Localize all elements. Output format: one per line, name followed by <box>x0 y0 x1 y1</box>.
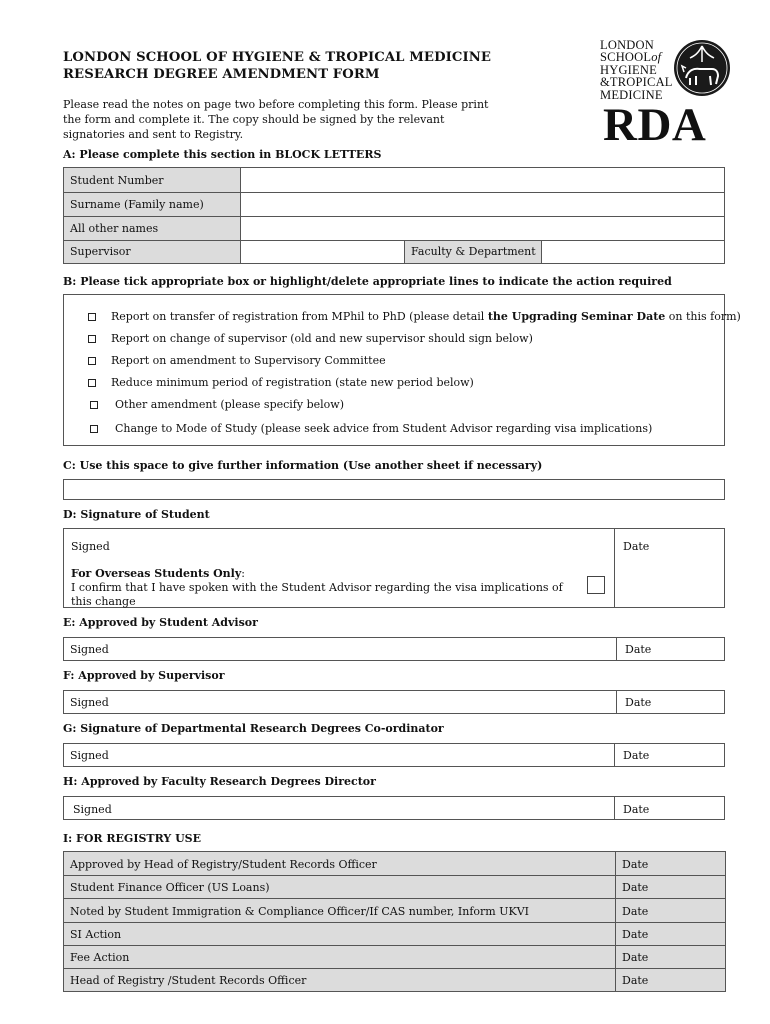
advisor-signed-label: Signed <box>70 643 109 656</box>
section-a-table <box>63 167 725 264</box>
supervisor-signed-label: Signed <box>70 696 109 709</box>
school-logo-text: LONDON SCHOOLof HYGIENE &TROPICAL MEDICINE <box>600 38 673 102</box>
section-h-box <box>63 796 725 820</box>
checkbox-supervisory-committee[interactable] <box>88 357 96 365</box>
student-number-field[interactable] <box>241 168 724 192</box>
registry-row-label: SI Action <box>70 928 122 941</box>
supervisor-field[interactable] <box>241 240 404 263</box>
faculty-field[interactable] <box>542 240 724 263</box>
section-d-box <box>63 528 725 608</box>
section-f-heading: F: Approved by Supervisor <box>63 669 225 682</box>
option-transfer: Report on transfer of registration from MPhil to PhD (please detail the Upgrading Seminar Date on this form) <box>111 310 741 323</box>
form-code: RDA <box>603 99 707 151</box>
registry-row-date: Date <box>622 905 649 918</box>
registry-row-label: Head of Registry /Student Records Officer <box>70 974 307 987</box>
other-names-field[interactable] <box>241 216 724 240</box>
checkbox-other-amendment[interactable] <box>90 401 98 409</box>
surname-field[interactable] <box>241 192 724 216</box>
checkbox-mode-of-study[interactable] <box>90 425 98 433</box>
title-line-2: RESEARCH DEGREE AMENDMENT FORM <box>63 67 380 82</box>
option-other-amendment: Other amendment (please specify below) <box>115 398 344 411</box>
supervisor-date-label: Date <box>625 696 652 709</box>
overseas-checkbox[interactable] <box>587 576 605 594</box>
registry-row-date: Date <box>622 881 649 894</box>
section-e-heading: E: Approved by Student Advisor <box>63 616 258 629</box>
section-g-heading: G: Signature of Departmental Research Degrees Co-ordinator <box>63 722 444 735</box>
section-a-heading: A: Please complete this section in BLOCK LETTERS <box>63 148 382 161</box>
registry-row-label: Noted by Student Immigration & Compliance Officer/If CAS number, Inform UKVI <box>70 905 530 918</box>
section-g-box <box>63 743 725 767</box>
section-b-heading: B: Please tick appropriate box or highlight/delete appropriate lines to indicate the action required <box>63 275 672 288</box>
advisor-date-label: Date <box>625 643 652 656</box>
registry-row-label: Fee Action <box>70 951 130 964</box>
coordinator-date-label: Date <box>623 749 650 762</box>
section-e-box <box>63 637 725 661</box>
director-date-label: Date <box>623 803 650 816</box>
option-supervisory-committee: Report on amendment to Supervisory Committee <box>111 354 386 367</box>
section-f-box <box>63 690 725 714</box>
coordinator-signed-label: Signed <box>70 749 109 762</box>
section-i-heading: I: FOR REGISTRY USE <box>63 832 201 845</box>
supervisor-label: Supervisor <box>64 240 240 263</box>
overseas-heading: For Overseas Students Only: <box>71 567 245 580</box>
registry-row-date: Date <box>622 951 649 964</box>
registry-row-date: Date <box>622 858 649 871</box>
checkbox-change-supervisor[interactable] <box>88 335 96 343</box>
intro-text: Please read the notes on page two before completing this form. Please print the form and complete it. The copy should be signed by the relevant signatories and sent to Registry. <box>63 98 489 141</box>
student-signed-label: Signed <box>71 540 110 553</box>
registry-row-date: Date <box>622 928 649 941</box>
checkbox-reduce-period[interactable] <box>88 379 96 387</box>
student-number-label: Student Number <box>64 168 240 192</box>
title-line-1: LONDON SCHOOL OF HYGIENE & TROPICAL MEDICINE <box>63 50 492 65</box>
overseas-confirmation-text: I confirm that I have spoken with the Student Advisor regarding the visa implications of this change <box>71 581 563 608</box>
registry-row-date: Date <box>622 974 649 987</box>
surname-label: Surname (Family name) <box>64 192 240 216</box>
section-c-heading: C: Use this space to give further information (Use another sheet if necessary) <box>63 459 543 472</box>
registry-row-label: Student Finance Officer (US Loans) <box>70 881 270 894</box>
option-mode-of-study: Change to Mode of Study (please seek advice from Student Advisor regarding visa implications) <box>115 422 653 435</box>
further-information-field[interactable] <box>63 479 725 500</box>
other-names-label: All other names <box>64 216 240 240</box>
section-d-heading: D: Signature of Student <box>63 508 210 521</box>
school-crest-icon <box>672 38 732 98</box>
checkbox-transfer[interactable] <box>88 313 96 321</box>
option-reduce-period: Reduce minimum period of registration (state new period below) <box>111 376 474 389</box>
section-h-heading: H: Approved by Faculty Research Degrees Director <box>63 775 376 788</box>
form-title <box>63 49 491 83</box>
section-b-box <box>63 294 741 446</box>
registry-row-label: Approved by Head of Registry/Student Records Officer <box>70 858 377 871</box>
faculty-label: Faculty & Department <box>405 240 541 263</box>
registry-table <box>63 851 726 992</box>
student-date-label: Date <box>623 540 650 553</box>
student-signature-field[interactable] <box>124 533 604 563</box>
director-signed-label: Signed <box>73 803 112 816</box>
option-change-supervisor: Report on change of supervisor (old and new supervisor should sign below) <box>111 332 533 345</box>
